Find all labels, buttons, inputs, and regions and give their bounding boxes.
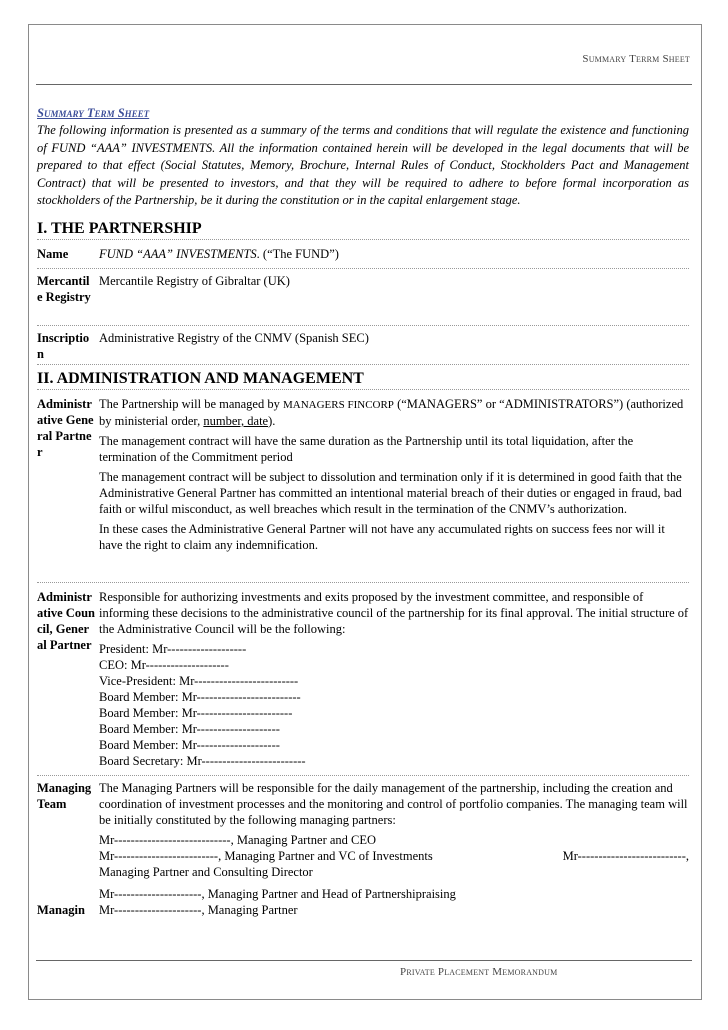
header-rule <box>36 84 692 85</box>
row-label: Administrative General Partner <box>37 396 94 459</box>
council-paragraph: Responsible for authorizing investments and exits proposed by the investment committee, and responsible of informing these decisions to the administrative council of the partnership for its final approval. The initial structure of the Administrative Council will be the following: <box>99 589 689 636</box>
divider <box>37 389 689 390</box>
text-run: (“MANAGERS” or “ADMINISTRATORS”) (authorized by ministerial order, <box>99 396 684 428</box>
section-heading-partnership: I. THE PARTNERSHIP <box>37 219 202 237</box>
agp-paragraph-4: In these cases the Administrative General Partner will not have any accumulated rights on success fees nor will it have the right to claim any indemnification. <box>99 521 665 552</box>
row-label: Managin <box>37 902 85 917</box>
document-body <box>37 104 689 918</box>
row-administrative-general-partner <box>37 396 689 582</box>
fund-alias: . (“The FUND”) <box>256 246 339 261</box>
council-member: Board Secretary: Mr------------------------- <box>99 753 306 768</box>
team-member: Mr----------------------------, Managing Partner and CEO <box>99 832 377 847</box>
underlined-text: number, date <box>203 413 269 428</box>
row-administrative-council <box>37 589 689 775</box>
row-label: Inscription <box>37 330 90 361</box>
row-label: Administrative Council, General Partner <box>37 589 95 652</box>
footer-rule <box>36 960 692 961</box>
council-member: Board Member: Mr-------------------- <box>99 721 280 736</box>
council-member: President: Mr------------------- <box>99 641 247 656</box>
row-inscription <box>37 330 689 364</box>
team-member-line <box>99 848 689 864</box>
row-label: Mercantile Registry <box>37 273 91 304</box>
divider <box>37 364 689 365</box>
row-value: Administrative Registry of the CNMV (Spanish SEC) <box>99 330 369 345</box>
fund-name: FUND “AAA” INVESTMENTS <box>99 246 257 261</box>
row-label: Managing Team <box>37 780 92 811</box>
row-value: Mercantile Registry of Gibraltar (UK) <box>99 273 290 288</box>
manager-name: MANAGERS FINCORP <box>282 398 394 411</box>
section-heading-administration: II. ADMINISTRATION AND MANAGEMENT <box>37 369 364 387</box>
row-value <box>99 589 689 775</box>
row-name <box>37 246 689 268</box>
agp-paragraph-1 <box>99 396 689 429</box>
row-managing-continued <box>37 902 689 918</box>
council-member: Board Member: Mr----------------------- <box>99 705 293 720</box>
team-member: Managing Partner and Consulting Director <box>99 864 313 879</box>
text-run: ). <box>268 413 276 428</box>
council-member: Board Member: Mr------------------------- <box>99 689 301 704</box>
divider <box>37 268 689 269</box>
intro-paragraph: The following information is presented as a summary of the terms and conditions that will regulate the existence and functioning of FUND “AAA” INVESTMENTS. All the information contained herein will be developed in the legal documents that will be prepared to that effect (Social Statutes, Memory, Brochure, Internal Rules of Conduct, Stockholders Pact and Management Contract) that will be presented to investors, and that they will be required to adhere to before formal incorporation as stockholders of the Partnership, be it during the constitution or in the capital enlargement stage. <box>37 123 689 208</box>
divider <box>37 775 689 776</box>
council-member: Vice-President: Mr------------------------- <box>99 673 299 688</box>
team-member: Mr---------------------, Managing Partner <box>99 902 298 917</box>
team-member: Mr---------------------, Managing Partner and Head of Partnershipraising <box>99 886 456 901</box>
row-value <box>99 396 689 582</box>
agp-paragraph-2: The management contract will have the same duration as the Partnership until its total liquidation, after the termination of the Commitment period <box>99 433 634 464</box>
row-value <box>99 246 689 268</box>
row-value <box>99 780 689 902</box>
divider <box>37 582 689 583</box>
council-member: Board Member: Mr-------------------- <box>99 737 280 752</box>
row-managing-team <box>37 780 689 902</box>
row-label: Name <box>37 246 69 261</box>
row-mercantile-registry <box>37 273 689 325</box>
running-footer: Private Placement Memorandum <box>400 966 558 978</box>
text-run: The Partnership will be managed by <box>99 396 283 411</box>
divider <box>37 325 689 326</box>
summary-title: Summary Term Sheet <box>37 106 150 120</box>
running-header: Summary Terrm Sheet <box>582 53 690 65</box>
council-member: CEO: Mr-------------------- <box>99 657 229 672</box>
divider <box>37 239 689 240</box>
team-member: Mr--------------------------, <box>562 848 689 863</box>
team-member: Mr-------------------------, Managing Partner and VC of Investments <box>99 848 433 863</box>
agp-paragraph-3: The management contract will be subject to dissolution and termination only if it is determined in good faith that the Administrative General Partner has committed an intentional material breach of their duties or engaged in fraud, bad faith or wilful misconduct, as well breaches which result in the termination of the CNMV’s authorization. <box>99 469 682 516</box>
team-paragraph: The Managing Partners will be responsible for the daily management of the partnership, including the creation and coordination of investment processes and the monitoring and control of portfolio companies. The managing team will be initially constituted by the following managing partners: <box>99 780 688 827</box>
